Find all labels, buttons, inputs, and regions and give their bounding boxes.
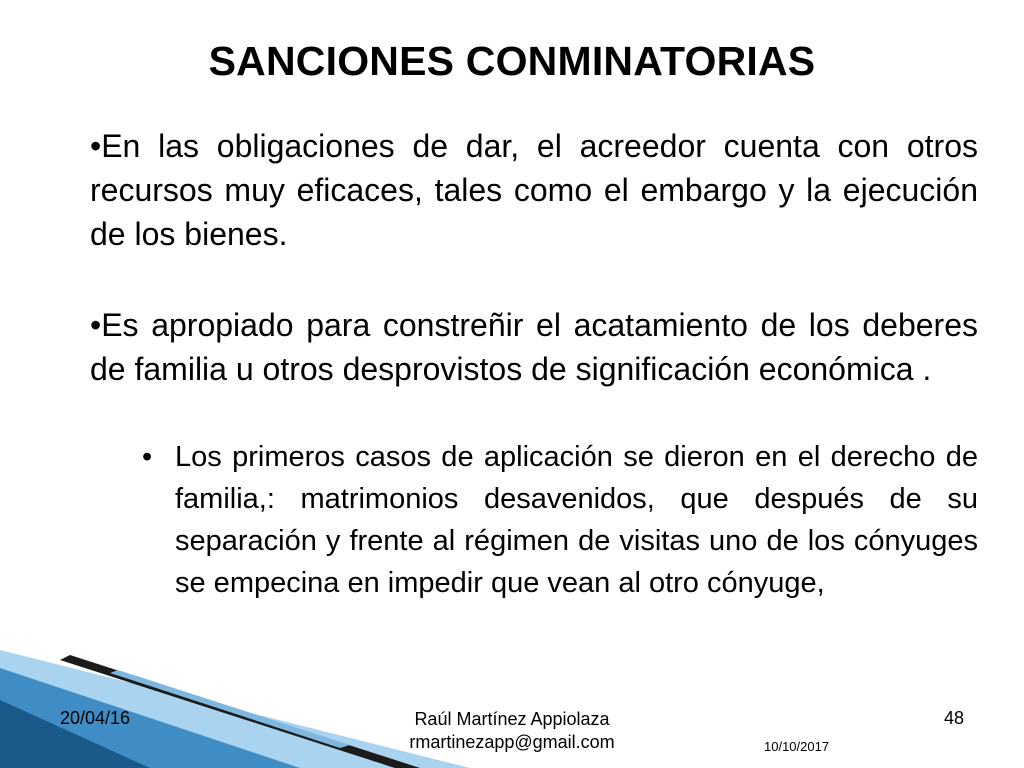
footer-date: 20/04/16 [60,708,131,728]
slide-title: SANCIONES CONMINATORIAS [208,38,816,84]
footer-author-email: rmartinezapp@gmail.com [409,732,615,752]
footer-secondary-date: 10/10/2017 [764,739,830,754]
footer-author-block [0,708,1024,754]
bullet-paragraph-1: •En las obligaciones de dar, el acreedor cuenta con otros recursos muy eficaces, tales como el embargo y la ejecución de los bienes. [90,128,978,252]
bullet-paragraph-2: •Es apropiado para constreñir el acatamiento de los deberes de familia u otros desprovistos de significación económica . [90,307,978,387]
footer-author-name: Raúl Martínez Appiolaza [414,709,610,729]
sub-bullet-marker: • [142,441,153,473]
sub-bullet [142,436,978,604]
page-number: 48 [944,708,965,728]
sub-bullet-text: Los primeros casos de aplicación se dieron en el derecho de familia,: matrimonios desavenidos, que después de su separación y frente al régimen de visitas uno de los cónyuges se empecina en impedir que vean al otro cónyuge, [175,441,978,599]
